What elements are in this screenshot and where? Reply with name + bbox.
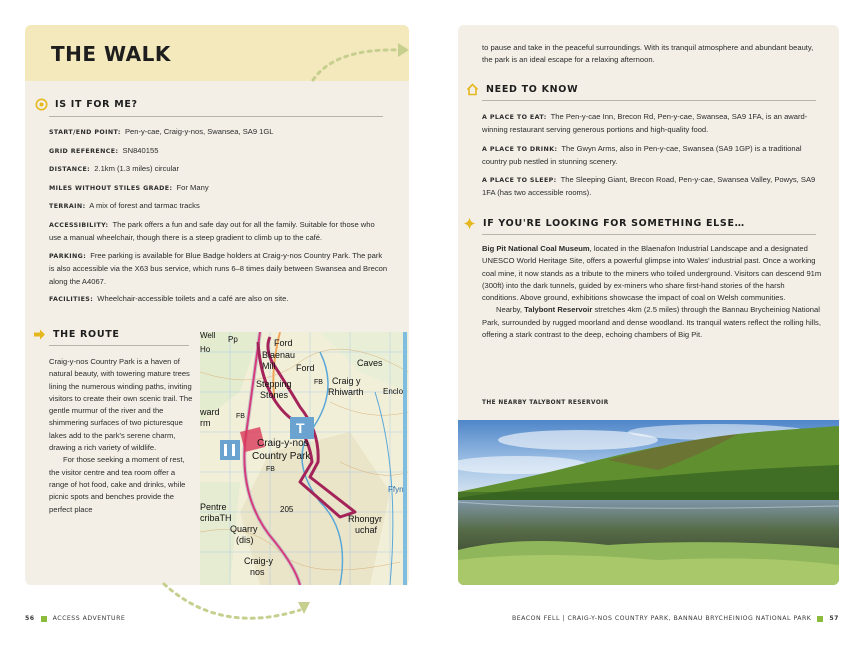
something-else-label: IF YOU'RE LOOKING FOR SOMETHING ELSE… [483, 218, 745, 229]
arrow-right-icon [33, 328, 46, 341]
map-label-nos: nos [250, 567, 265, 577]
big-pit-paragraph: Big Pit National Coal Museum, located in the Blaenafon Industrial Landscape and a designated UNESCO World Heritage Site, offers a powerful glimpse into Wales' industrial past. Once a working coal mine, it now stands as a tribute to the miners who toiled underground. Visitors can descend 91m (300ft) into the dark tunnels, guided by ex-miners who share first-hand stories of the harsh conditions. Above ground, exhibitions showcase the impact of coal on Welsh communities. [482, 244, 822, 303]
right-page-number: 57 [829, 615, 839, 622]
left-footer-section: ACCESS ADVENTURE [52, 615, 126, 622]
map-label-fb1: FB [314, 379, 323, 386]
info-parking: PARKING: Free parking is available for Blue Badge holders at Craig-y-nos Country Park. The park is also accessible via the X63 bus service, which runs 6–8 times daily between Swansea and Brecon along the A4067. [49, 250, 388, 286]
is-it-for-me-heading [35, 98, 138, 111]
map-label-ffyn: Ffyn [388, 485, 404, 494]
svg-text:T: T [296, 420, 305, 436]
map-label-country-park: Country Park [252, 451, 311, 462]
map-label-craigy: Craig-y [244, 556, 274, 566]
route-text [49, 356, 196, 516]
map-label-fb2: FB [236, 413, 245, 420]
continued-text: to pause and take in the peaceful surroundings. With its tranquil atmosphere and abundant beauty, the park is an ideal escape for a relaxing afternoon. [482, 43, 814, 65]
is-it-for-me-label: IS IT FOR ME? [55, 99, 138, 110]
footer-square-icon [817, 616, 823, 622]
need-place-to-sleep: A PLACE TO SLEEP: The Sleeping Giant, Brecon Road, Pen-y-cae, Swansea Valley, Powys, SA9 1FA (has two accessible rooms). [482, 175, 816, 198]
map-label-craig-y-nos: Craig-y-nos [257, 438, 309, 449]
left-footer [25, 615, 125, 622]
route-heading [33, 328, 120, 341]
info-stiles-grade: MILES WITHOUT STILES GRADE: For Many [49, 182, 209, 192]
need-place-to-eat: A PLACE TO EAT: The Pen-y-cae Inn, Brecon Rd, Pen-y-cae, Swansea, SA9 1FA, is an award-winning restaurant serving generous portions and high-quality food. [482, 112, 808, 135]
map-label-rhiwarth: Rhiwarth [328, 387, 364, 397]
right-footer-section: BEACON FELL | CRAIG-Y-NOS COUNTRY PARK, BANNAU BRYCHEINIOG NATIONAL PARK [512, 615, 812, 622]
map-label-blaenau: Blaenau [262, 350, 296, 360]
info-distance: DISTANCE: 2.1km (1.3 miles) circular [49, 164, 180, 173]
route-paragraph-1: Craig-y-nos Country Park is a haven of natural beauty, with towering mature trees lining the numerous winding paths, inviting visitors to create their own scenic trail. The gentle murmur of the river and the shimmering surfaces of two picturesque lakes add to the park's serene charm, drawing a rich variety of wildlife. [49, 357, 193, 453]
home-icon [466, 83, 479, 96]
map-label-fb3: FB [266, 466, 275, 473]
reservoir-photo [458, 420, 839, 585]
map-label-ford-right: Ford [296, 363, 315, 373]
need-to-know-label: NEED TO KNOW [486, 84, 579, 95]
dotted-arrow-bottom-decoration [160, 580, 320, 635]
sparkle-icon [463, 217, 476, 230]
map-label-cribarth: cribaTH [200, 513, 232, 523]
left-page-number: 56 [25, 615, 35, 622]
map-label-ford-top: Ford [274, 338, 293, 348]
map-label-dis: (dis) [236, 535, 254, 545]
target-icon [35, 98, 48, 111]
map-label-pentre: Pentre [200, 502, 227, 512]
something-else-heading [463, 217, 745, 230]
info-start-point: START/END POINT: Pen-y-cae, Craig-y-nos, Swansea, SA9 1GL [49, 127, 274, 136]
dotted-arrow-top-decoration [305, 40, 415, 85]
map-label-stepping: Stepping [256, 379, 292, 389]
info-facilities: FACILITIES: Wheelchair-accessible toilets and a café are also on site. [49, 294, 289, 303]
need-to-know-divider [482, 100, 816, 101]
something-else-divider [482, 234, 816, 235]
map-label-quarry: Quarry [230, 524, 258, 534]
map-label-ward: ward [200, 407, 220, 417]
something-else-text [482, 243, 822, 341]
map-label-mill: Mill [262, 361, 276, 371]
right-footer [512, 615, 839, 622]
right-page-panel [458, 25, 839, 585]
section-divider [49, 116, 383, 117]
need-place-to-drink: A PLACE TO DRINK: The Gwyn Arms, also in Pen-y-cae, Swansea (SA9 1GP) is a traditional country pub nestled in stunning scenery. [482, 143, 802, 166]
map-label-uchaf: uchaf [355, 525, 378, 535]
route-divider [49, 345, 189, 346]
map-label-caves: Caves [357, 358, 383, 368]
info-accessibility: ACCESSIBILITY: The park offers a fun and safe day out for all the family. Suitable for those who use a manual wheelchair, though there is a steep gradient to climb up to the café. [49, 219, 375, 242]
map-label-pp: Pp [228, 335, 238, 344]
map-label-well: Well [200, 332, 216, 340]
route-label: THE ROUTE [53, 329, 120, 340]
map-label-ho: Ho [200, 345, 211, 354]
info-list [49, 126, 389, 312]
need-to-know-heading [466, 83, 578, 96]
route-paragraph-2: For those seeking a moment of rest, the visitor centre and tea room offer a range of hot food, cake and drinks, while picnic spots and benches provide the perfect place [49, 455, 186, 514]
need-to-know-list [482, 111, 822, 206]
photo-caption: THE NEARBY TALYBONT RESERVOIR [482, 400, 609, 406]
map-label-craig: Craig y [332, 376, 361, 386]
map-label-enclo: Enclo [383, 387, 404, 396]
map-label-205: 205 [280, 505, 294, 514]
map-label-stones: Stones [260, 390, 289, 400]
map-label-rhongyr: Rhongyr [348, 514, 383, 524]
info-terrain: TERRAIN: A mix of forest and tarmac tracks [49, 201, 200, 210]
talybont-paragraph: Nearby, Talybont Reservoir stretches 4km (2.5 miles) through the Bannau Brycheiniog National Park, surrounded by rugged moorland and dense woodland. Its tranquil waters reflect the rolling hills, offering a stark contrast to the deep, echoing chambers of Big Pit. [482, 305, 821, 340]
page-title: THE WALK [51, 42, 171, 66]
map-label-rm: rm [200, 418, 211, 428]
route-map [200, 332, 408, 585]
info-grid-reference: GRID REFERENCE: SN840155 [49, 145, 159, 155]
footer-square-icon [41, 616, 47, 622]
